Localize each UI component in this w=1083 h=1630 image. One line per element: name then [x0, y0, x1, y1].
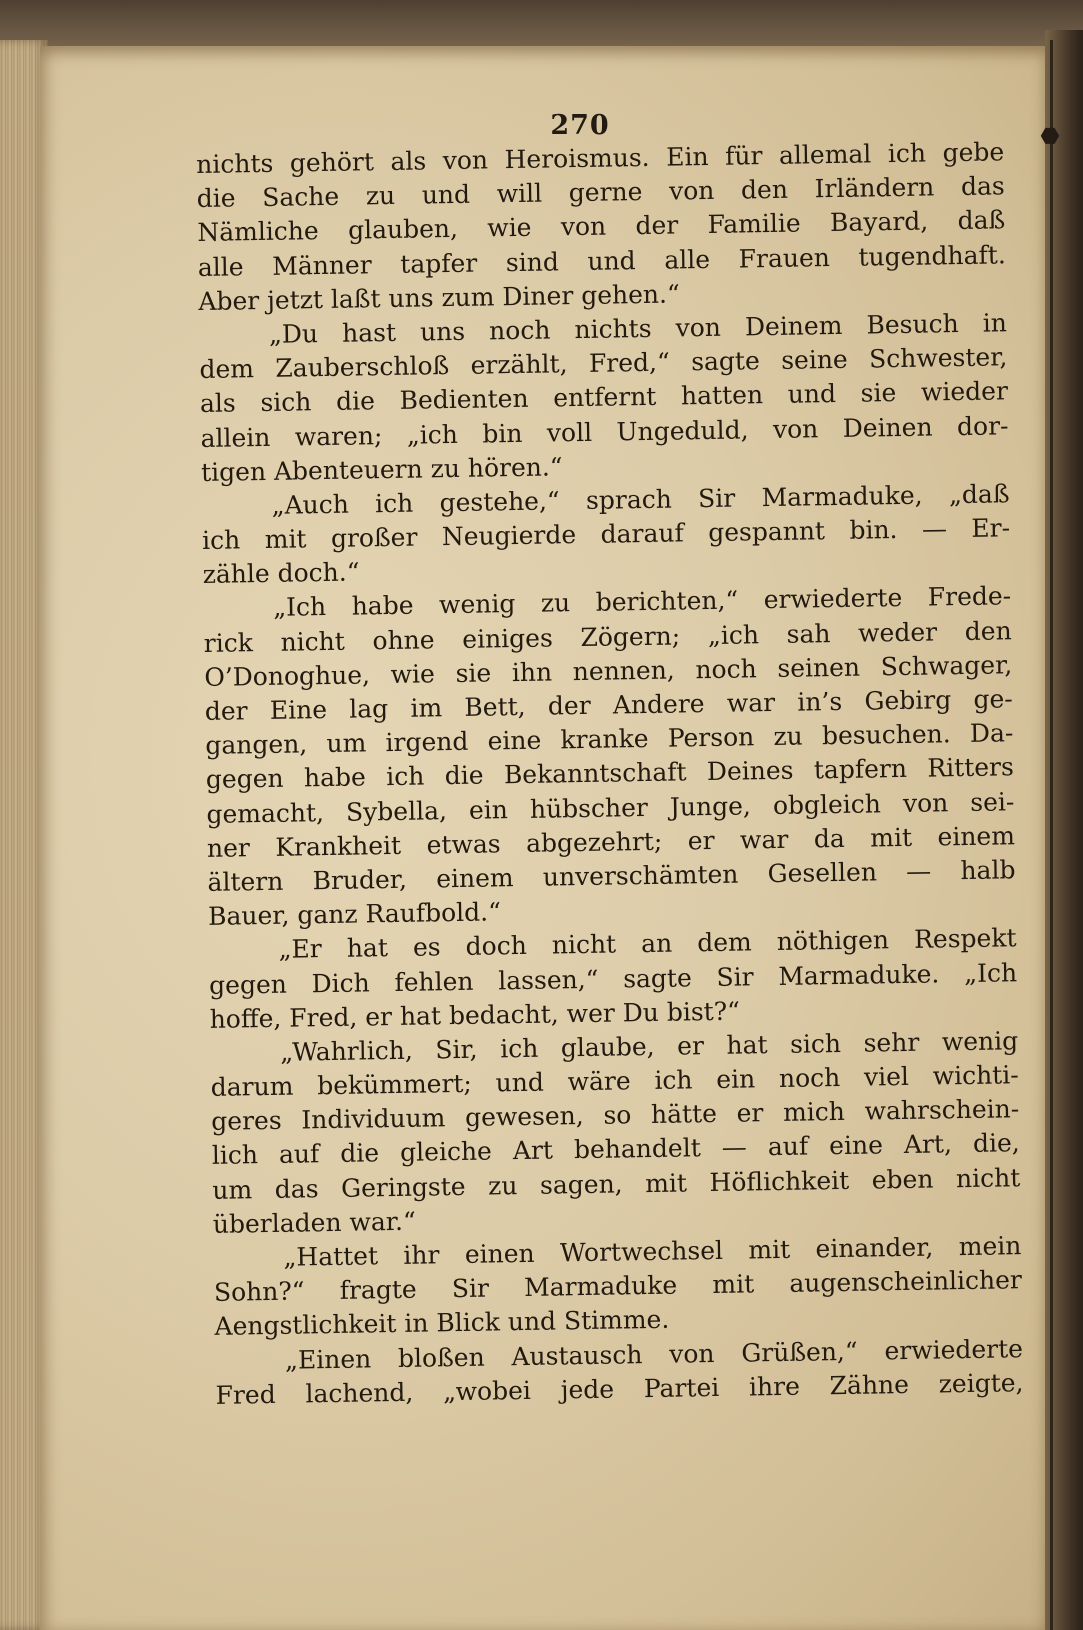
text-line: alle Männer tapfer sind und alle Frauen tugendhaft.	[197, 239, 1006, 282]
text-line: „Hattet ihr einen Wortwechsel mit einander, mein	[283, 1231, 1022, 1272]
text-line: geres Individuum gewesen, so hätte er mich wahrschein-	[211, 1094, 1020, 1137]
text-line: Aber jetzt laßt uns zum Diner gehen.“	[198, 279, 680, 316]
body-text	[196, 135, 1024, 1412]
text-line: gemacht, Sybella, ein hübscher Junge, obgleich von sei-	[206, 786, 1015, 829]
text-line: ich mit großer Neugierde darauf gespannt bin. — Er-	[201, 513, 1011, 556]
text-line: nichts gehört als von Heroismus. Ein für allemal ich gebe	[196, 137, 1005, 179]
gutter-line	[1050, 40, 1053, 1630]
text-line: gegen habe ich die Bekanntschaft Deines tapfern Ritters	[205, 752, 1015, 795]
text-line: zähle doch.“	[202, 557, 360, 590]
text-line: als sich die Bedienten entfernt hatten und sie wieder	[199, 376, 1009, 419]
text-line: tigen Abenteuern zu hören.“	[200, 451, 563, 487]
text-line: „Auch ich gestehe,“ sprach Sir Marmaduke, „daß	[271, 479, 1010, 520]
text-line: die Sache zu und will gerne von den Irländern das	[196, 171, 1005, 214]
text-line: dem Zauberschloß erzählt, Fred,“ sagte seine Schwester,	[199, 342, 1008, 385]
text-line: O’Donoghue, wie sie ihn nennen, noch seinen Schwager,	[204, 650, 1013, 692]
text-line: Nämliche glauben, wie von der Familie Bayard, daß	[197, 205, 1006, 248]
text-line: der Eine lag im Bett, der Andere war in’s Gebirg ge-	[204, 684, 1013, 726]
text-line: „Du hast uns noch nichts von Deinem Besuch in	[268, 308, 1008, 349]
text-line: überladen war.“	[212, 1206, 416, 1239]
text-line: Bauer, ganz Raufbold.“	[207, 897, 502, 932]
text-line: gangen, um irgend eine kranke Person zu besuchen. Da-	[205, 718, 1014, 761]
text-line: „Einen bloßen Austausch von Grüßen,“ erwiederte	[284, 1333, 1024, 1375]
text-line: um das Geringste zu sagen, mit Höflichkeit eben nicht	[212, 1162, 1021, 1205]
text-line: ner Krankheit etwas abgezehrt; er war da mit einem	[206, 820, 1016, 863]
text-line: hoffe, Fred, er hat bedacht, wer Du bist?“	[209, 996, 741, 1034]
margin-mark-icon: ⬣	[1040, 124, 1060, 149]
text-line: allein waren; „ich bin voll Ungeduld, von Deinen dor-	[200, 410, 1009, 453]
text-line: „Ich habe wenig zu berichten,“ erwiederte Frede-	[273, 581, 1012, 623]
text-line: „Wahrlich, Sir, ich glaube, er hat sich sehr wenig	[279, 1026, 1019, 1067]
page-number: 270	[550, 110, 610, 141]
text-line: rick nicht ohne einiges Zögern; „ich sah weder den	[203, 615, 1012, 658]
text-line: Fred lachend, „wobei jede Partei ihre Zähne zeigte,	[215, 1367, 1024, 1410]
text-line: darum bekümmert; und wäre ich ein noch viel wichti-	[210, 1060, 1019, 1102]
text-line: „Er hat es doch nicht an dem nöthigen Respekt	[278, 923, 1017, 965]
text-line: Aengstlichkeit in Blick und Stimme.	[214, 1305, 670, 1342]
text-line: Sohn?“ fragte Sir Marmaduke mit augenscheinlicher	[213, 1265, 1023, 1308]
text-line: lich auf die gleiche Art behandelt — auf eine Art, die,	[211, 1128, 1020, 1171]
text-line: ältern Bruder, einem unverschämten Gesellen — halb	[207, 855, 1016, 897]
text-line: gegen Dich fehlen lassen,“ sagte Sir Marmaduke. „Ich	[208, 957, 1018, 1000]
